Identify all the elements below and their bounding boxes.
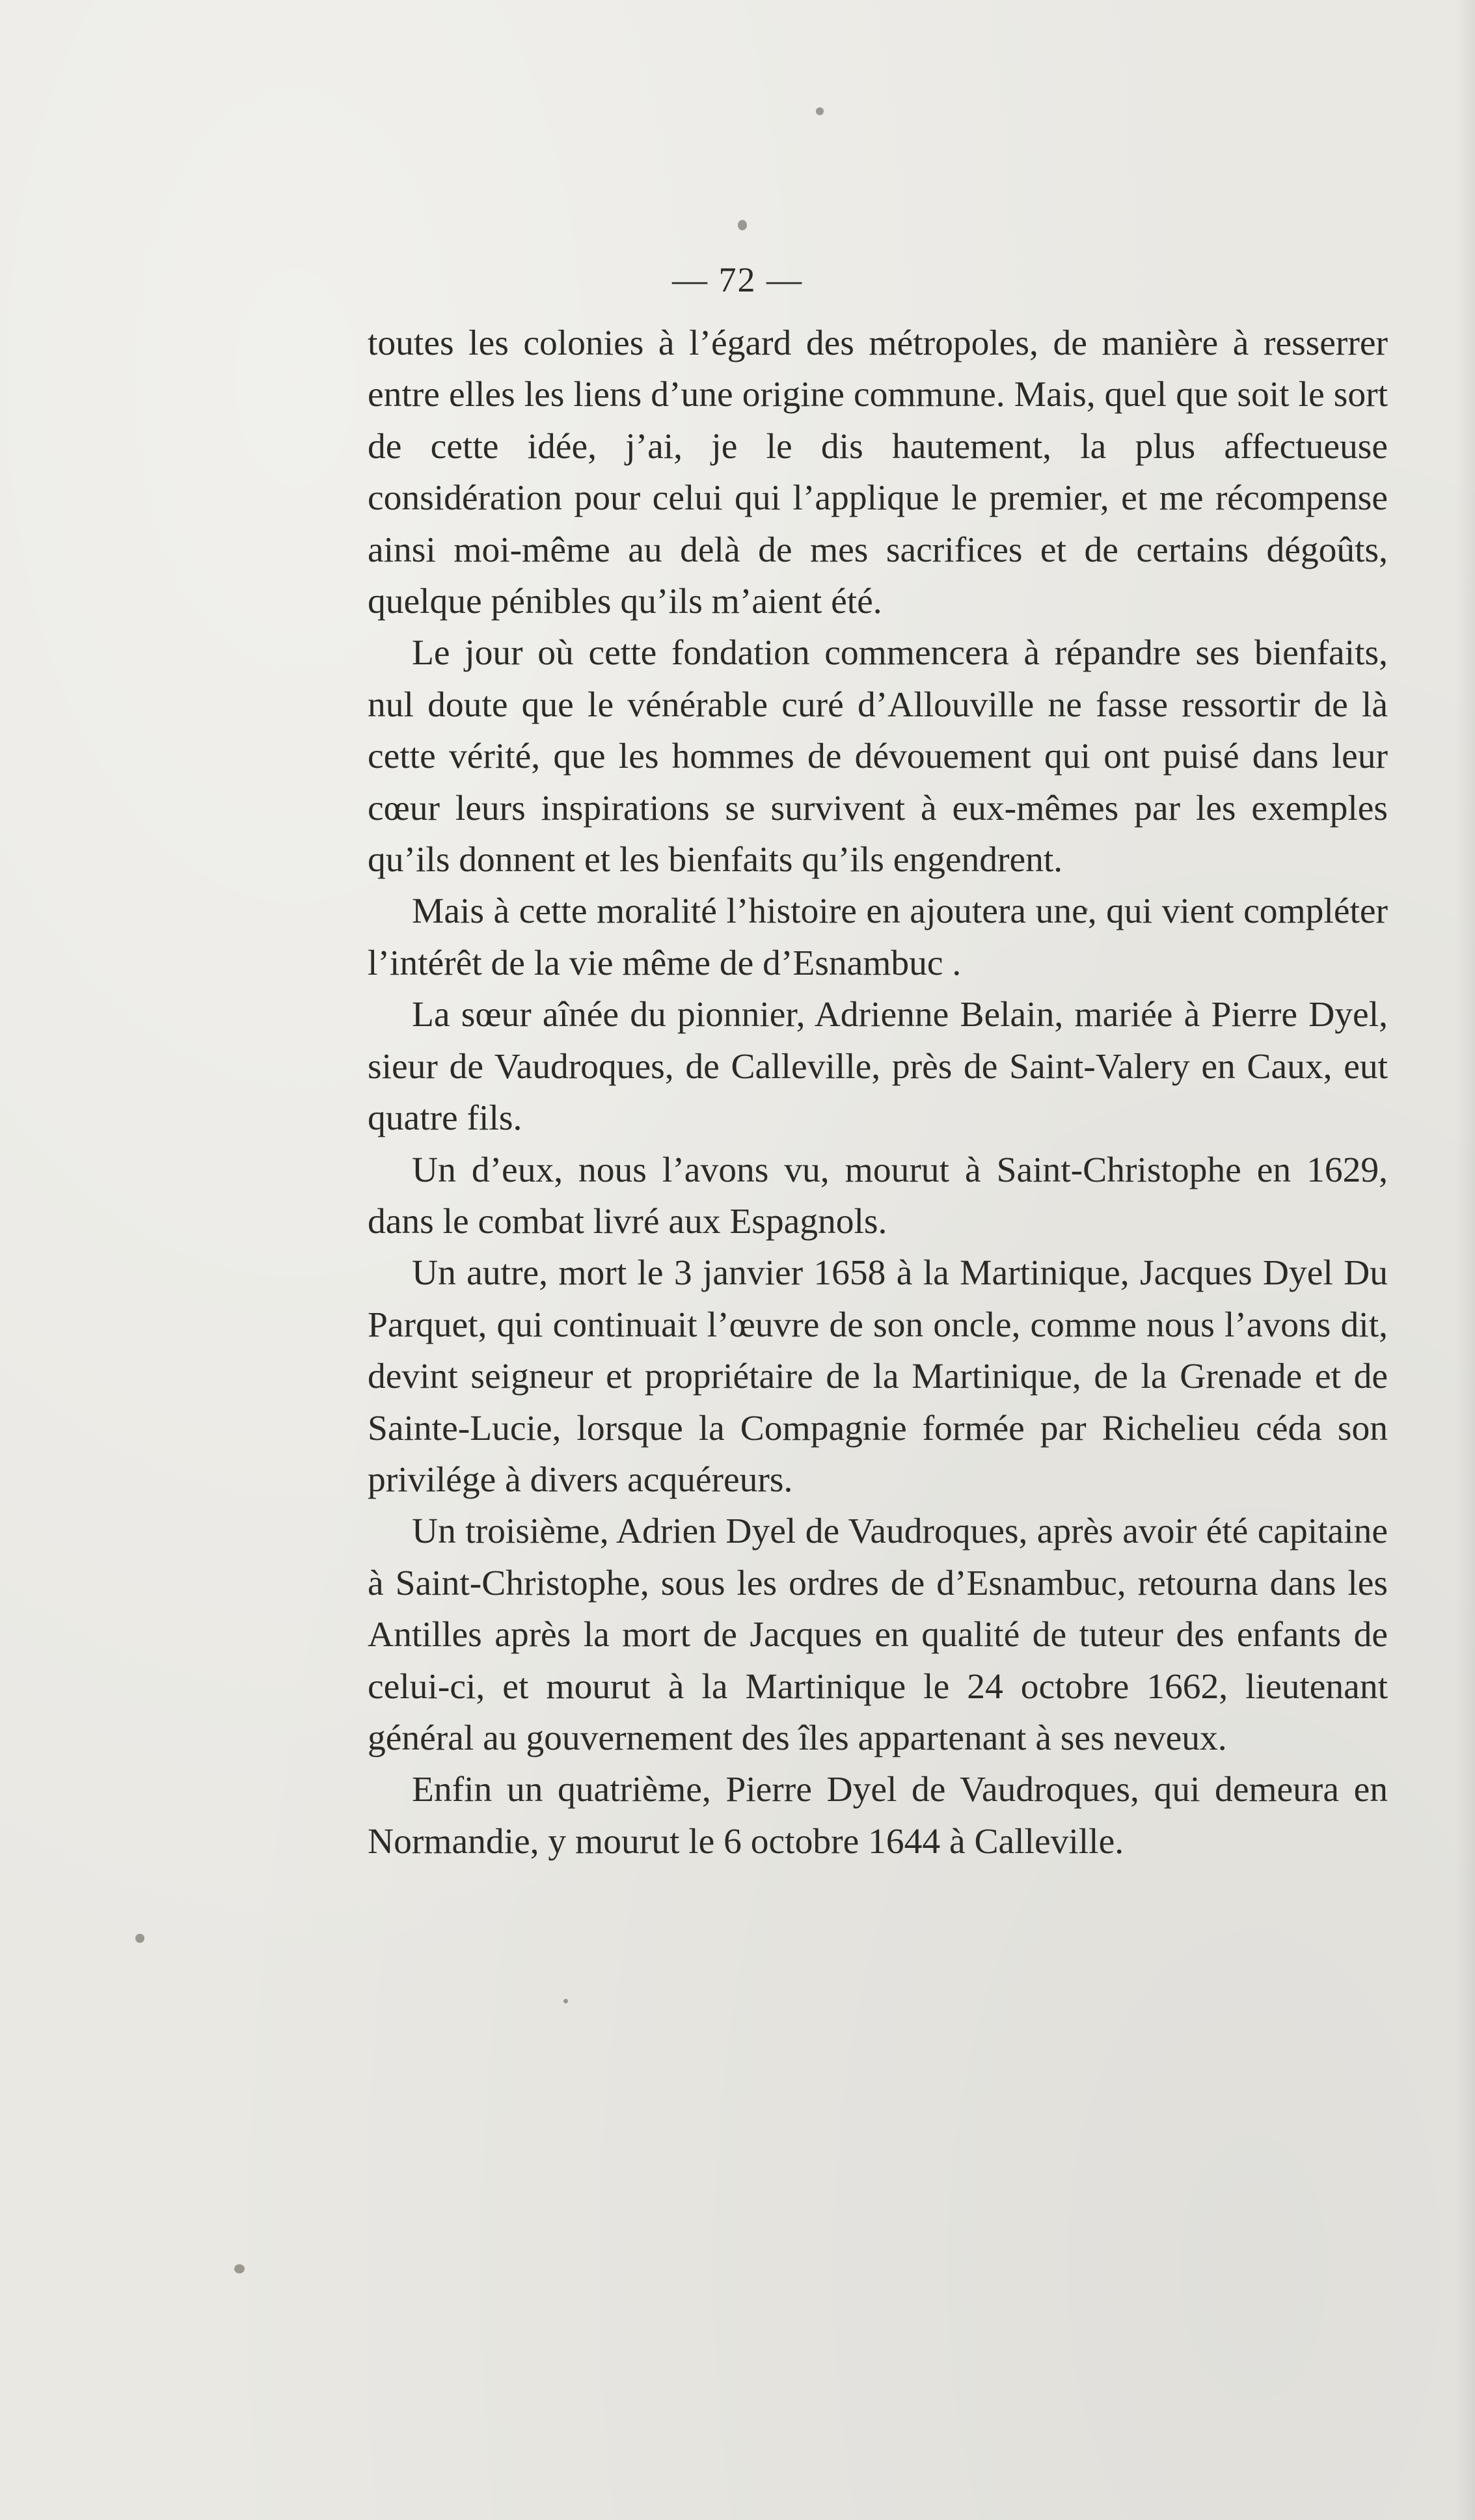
paragraph: Enfin un quatrième, Pierre Dyel de Vaudroques, qui demeura en Normandie, y mourut le 6 octobre 1644 à Calleville. (368, 1770, 1388, 1862)
paragraph: Mais à cette moralité l’histoire en ajoutera une, qui vient compléter l’intérêt de la vie même de d’Esnambuc . (368, 891, 1388, 983)
paragraph: Un autre, mort le 3 janvier 1658 à la Martinique, Jacques Dyel Du Parquet, qui continuait l’œuvre de son oncle, comme nous l’avons dit, devint seigneur et propriétaire de la Martinique, de la Grenade et de Sainte-Lucie, lorsque la Compagnie formée par Richelieu céda son privilége à divers acquéreurs. (368, 1253, 1388, 1500)
paper-speck (234, 2264, 245, 2273)
page-number: — 72 — (672, 260, 803, 299)
paragraph: La sœur aînée du pionnier, Adrienne Belain, mariée à Pierre Dyel, sieur de Vaudroques, de Calleville, près de Saint-Valery en Caux, eut quatre fils. (368, 995, 1388, 1139)
paper-speck (816, 107, 824, 115)
paper-speck (563, 1999, 568, 2003)
paper-speck (738, 220, 747, 230)
paragraph: Un d’eux, nous l’avons vu, mourut à Saint-Christophe en 1629, dans le combat livré aux Espagnols. (368, 1150, 1388, 1241)
paragraph: toutes les colonies à l’égard des métropoles, de manière à resserrer entre elles les liens d’une origine commune. Mais, quel que soit le sort de cette idée, j’ai, je le dis hautement, la plus affectueuse considération pour celui qui l’applique le premier, et me récompense ainsi moi-même au delà de mes sacrifices et de certains dégoûts, quelque pénibles qu’ils m’aient été. (368, 323, 1388, 622)
page-edge-shadow (1455, 0, 1475, 2520)
paragraph: Un troisième, Adrien Dyel de Vaudroques, après avoir été capitaine à Saint-Christophe, sous les ordres de d’Esnambuc, retourna dans les Antilles après la mort de Jacques en qualité de tuteur des enfants de celui-ci, et mourut à la Martinique le 24 octobre 1662, lieutenant général au gouvernement des îles appartenant à ses neveux. (368, 1511, 1388, 1758)
body-text (368, 318, 1388, 1867)
paragraph: Le jour où cette fondation commencera à répandre ses bienfaits, nul doute que le vénérable curé d’Allouville ne fasse ressortir de là cette vérité, que les hommes de dévouement qui ont puisé dans leur cœur leurs inspirations se survivent à eux-mêmes par les exemples qu’ils donnent et les bienfaits qu’ils engendrent. (368, 633, 1388, 880)
paper-speck (135, 1934, 144, 1943)
